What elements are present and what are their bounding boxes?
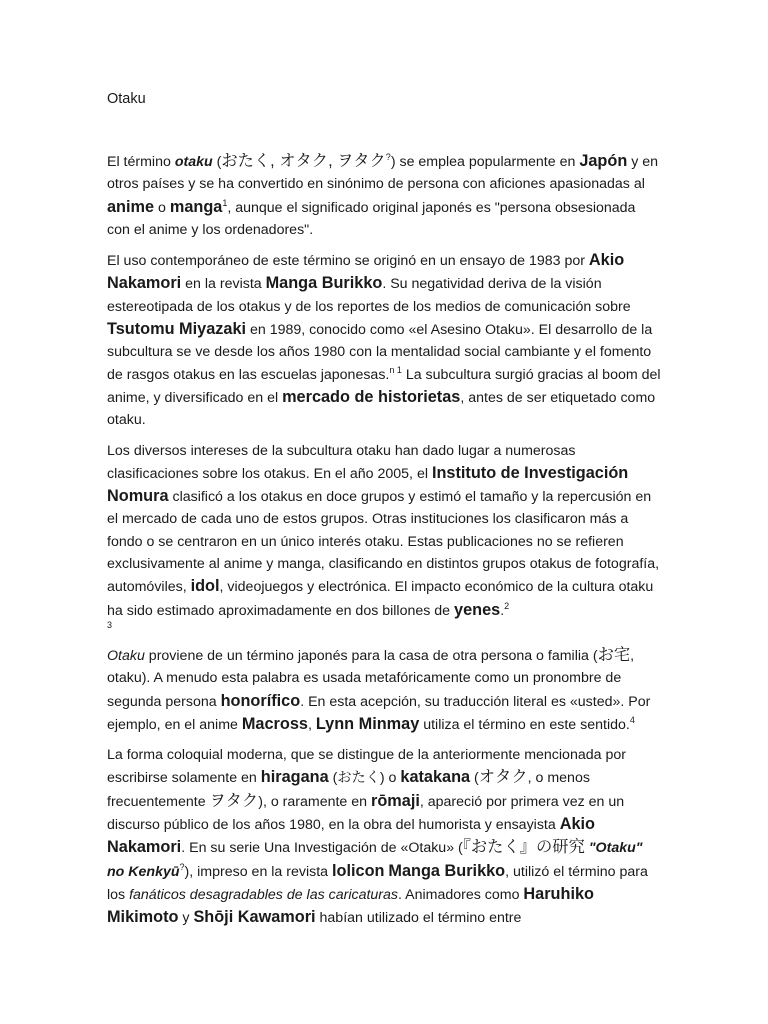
italic-phrase: fanáticos desagradables de las caricaturas <box>129 886 399 903</box>
link-shoji-kawamori[interactable]: Shōji Kawamori <box>193 908 316 927</box>
text: , apareció por primera vez en un discurso público de los años 1980, en la obra del humorista y ensayista <box>107 793 625 834</box>
footnote-marker[interactable]: 2 <box>504 600 510 611</box>
document-title: Otaku <box>107 91 146 107</box>
link-manga-burikko[interactable]: Manga Burikko <box>265 274 383 293</box>
footnote-marker[interactable]: 4 <box>629 714 635 725</box>
link-macross[interactable]: Macross <box>241 714 308 733</box>
text: , otaku). A menudo esta palabra es usada metafóricamente como un pronombre de segunda persona <box>107 647 635 710</box>
text: en 1989, conocido como «el Asesino Otaku». El desarrollo de la subcultura se ve desde los años 1980 con la mentalidad social cambiante y el fomento de rasgos otakus en las escuelas japonesas. <box>107 322 653 383</box>
link-lynn-minmay[interactable]: Lynn Minmay <box>315 714 420 733</box>
text: , <box>307 716 316 733</box>
text: El uso contemporáneo de este término se originó en un ensayo de 1983 por <box>107 253 589 270</box>
text: , aunque el significado original japonés es "persona obsesionada con el anime y los ordenadores". <box>107 199 636 238</box>
text: y <box>178 910 194 927</box>
text: ( <box>470 770 479 787</box>
text: ( <box>212 154 222 170</box>
link-manga-burikko[interactable]: Manga Burikko <box>388 861 506 880</box>
link-mercado-de-historietas[interactable]: mercado de historietas <box>282 387 461 406</box>
link-akio-nakamori[interactable]: Akio Nakamori <box>107 251 625 293</box>
paragraph-4 <box>107 644 662 736</box>
link-manga[interactable]: manga <box>169 197 223 216</box>
text: Los diversos intereses de la subcultura otaku han dado lugar a numerosas clasificaciones sobre los otakus. En el año 2005, el <box>107 442 576 482</box>
link-instituto-nomura[interactable]: Instituto de Investigación Nomura <box>107 463 629 506</box>
link-idol[interactable]: idol <box>190 577 220 596</box>
text: . En esta acepción, su traducción literal es «usted». Por ejemplo, en el anime <box>107 693 651 733</box>
paragraph-3 <box>107 440 662 630</box>
japanese-title: 『おたく』の研究 <box>462 838 585 857</box>
text: utiliza el término en este sentido. <box>419 716 630 733</box>
footnote-marker[interactable]: 3 <box>107 619 113 630</box>
text: ), impreso en la revista <box>184 863 332 880</box>
text: . <box>500 602 505 619</box>
link-japon[interactable]: Japón <box>579 152 628 170</box>
romanized-title: "Otaku" no Kenkyū <box>107 840 643 880</box>
text: , videojuegos y electrónica. El impacto económico de la cultura otaku ha sido estimado aproximadamente en dos billones de <box>107 579 654 619</box>
footnote-marker[interactable]: ? <box>179 861 185 872</box>
text: ), o raramente en <box>258 793 371 810</box>
text: La forma coloquial moderna, que se distingue de la anteriormente mencionada por escribirse solamente en <box>107 747 626 787</box>
link-lolicon[interactable]: lolicon <box>332 861 385 880</box>
text: , utilizó el término para los <box>107 863 648 903</box>
link-anime[interactable]: anime <box>107 197 155 216</box>
text: . Su negatividad deriva de la visión estereotipada de los otakus y de los reportes de los medios de comunicación sobre <box>107 276 631 315</box>
text: . En su serie Una Investigación de «Otaku» ( <box>181 840 463 857</box>
link-akio-nakamori[interactable]: Akio Nakamori <box>107 815 595 857</box>
footnote-marker[interactable]: n 1 <box>389 364 402 375</box>
text: . Animadores como <box>398 886 524 903</box>
term-otaku: Otaku <box>107 647 145 664</box>
text: , antes de ser etiquetado como otaku. <box>107 389 656 429</box>
text: en la revista <box>181 276 266 293</box>
document-body <box>107 150 662 938</box>
text: o <box>154 199 170 216</box>
footnote-marker[interactable]: 1 <box>222 197 228 208</box>
paragraph-5 <box>107 744 662 929</box>
text: ) se emplea popularmente en <box>390 154 580 170</box>
japanese-kana: オタク <box>478 768 528 787</box>
text: clasificó a los otakus en doce grupos y estimó el tamaño y la repercusión en el mercado de cada uno de estos grupos. Otras instituciones los clasificaron más a fondo o se centraron en un único interés otaku. Estas publicaciones no se refieren exclusivamente al anime y manga, clasificando en distintos grupos otakus de fotografía, automóviles, <box>107 489 660 596</box>
text: , o menos frecuentemente <box>107 770 590 810</box>
link-haruhiko-mikimoto[interactable]: Haruhiko Mikimoto <box>107 884 594 927</box>
link-tsutomu-miyazaki[interactable]: Tsutomu Miyazaki <box>107 320 247 339</box>
link-hiragana[interactable]: hiragana <box>260 768 329 787</box>
link-katakana[interactable]: katakana <box>400 768 471 787</box>
japanese-kana: おたく, オタク, ヲタク <box>221 152 386 170</box>
link-yenes[interactable]: yenes <box>454 600 501 619</box>
japanese-kana: ヲタク <box>209 791 259 810</box>
text: El término <box>107 154 175 170</box>
text: habían utilizado el término entre <box>315 910 522 927</box>
paragraph-2 <box>107 249 662 431</box>
footnote-marker[interactable]: ? <box>385 152 391 162</box>
text: y en otros países y se ha convertido en sinónimo de persona con aficiones apasionadas al <box>107 154 659 193</box>
link-romaji[interactable]: rōmaji <box>371 791 420 810</box>
text: (おたく) o <box>328 770 401 787</box>
term-otaku: otaku <box>174 154 213 170</box>
japanese-kanji: お宅 <box>597 645 631 664</box>
text: proviene de un término japonés para la casa de otra persona o familia ( <box>144 647 598 664</box>
paragraph-1 <box>107 150 662 241</box>
text: La subcultura surgió gracias al boom del anime, y diversificado en el <box>107 366 661 406</box>
link-honorifico[interactable]: honorífico <box>220 691 301 710</box>
